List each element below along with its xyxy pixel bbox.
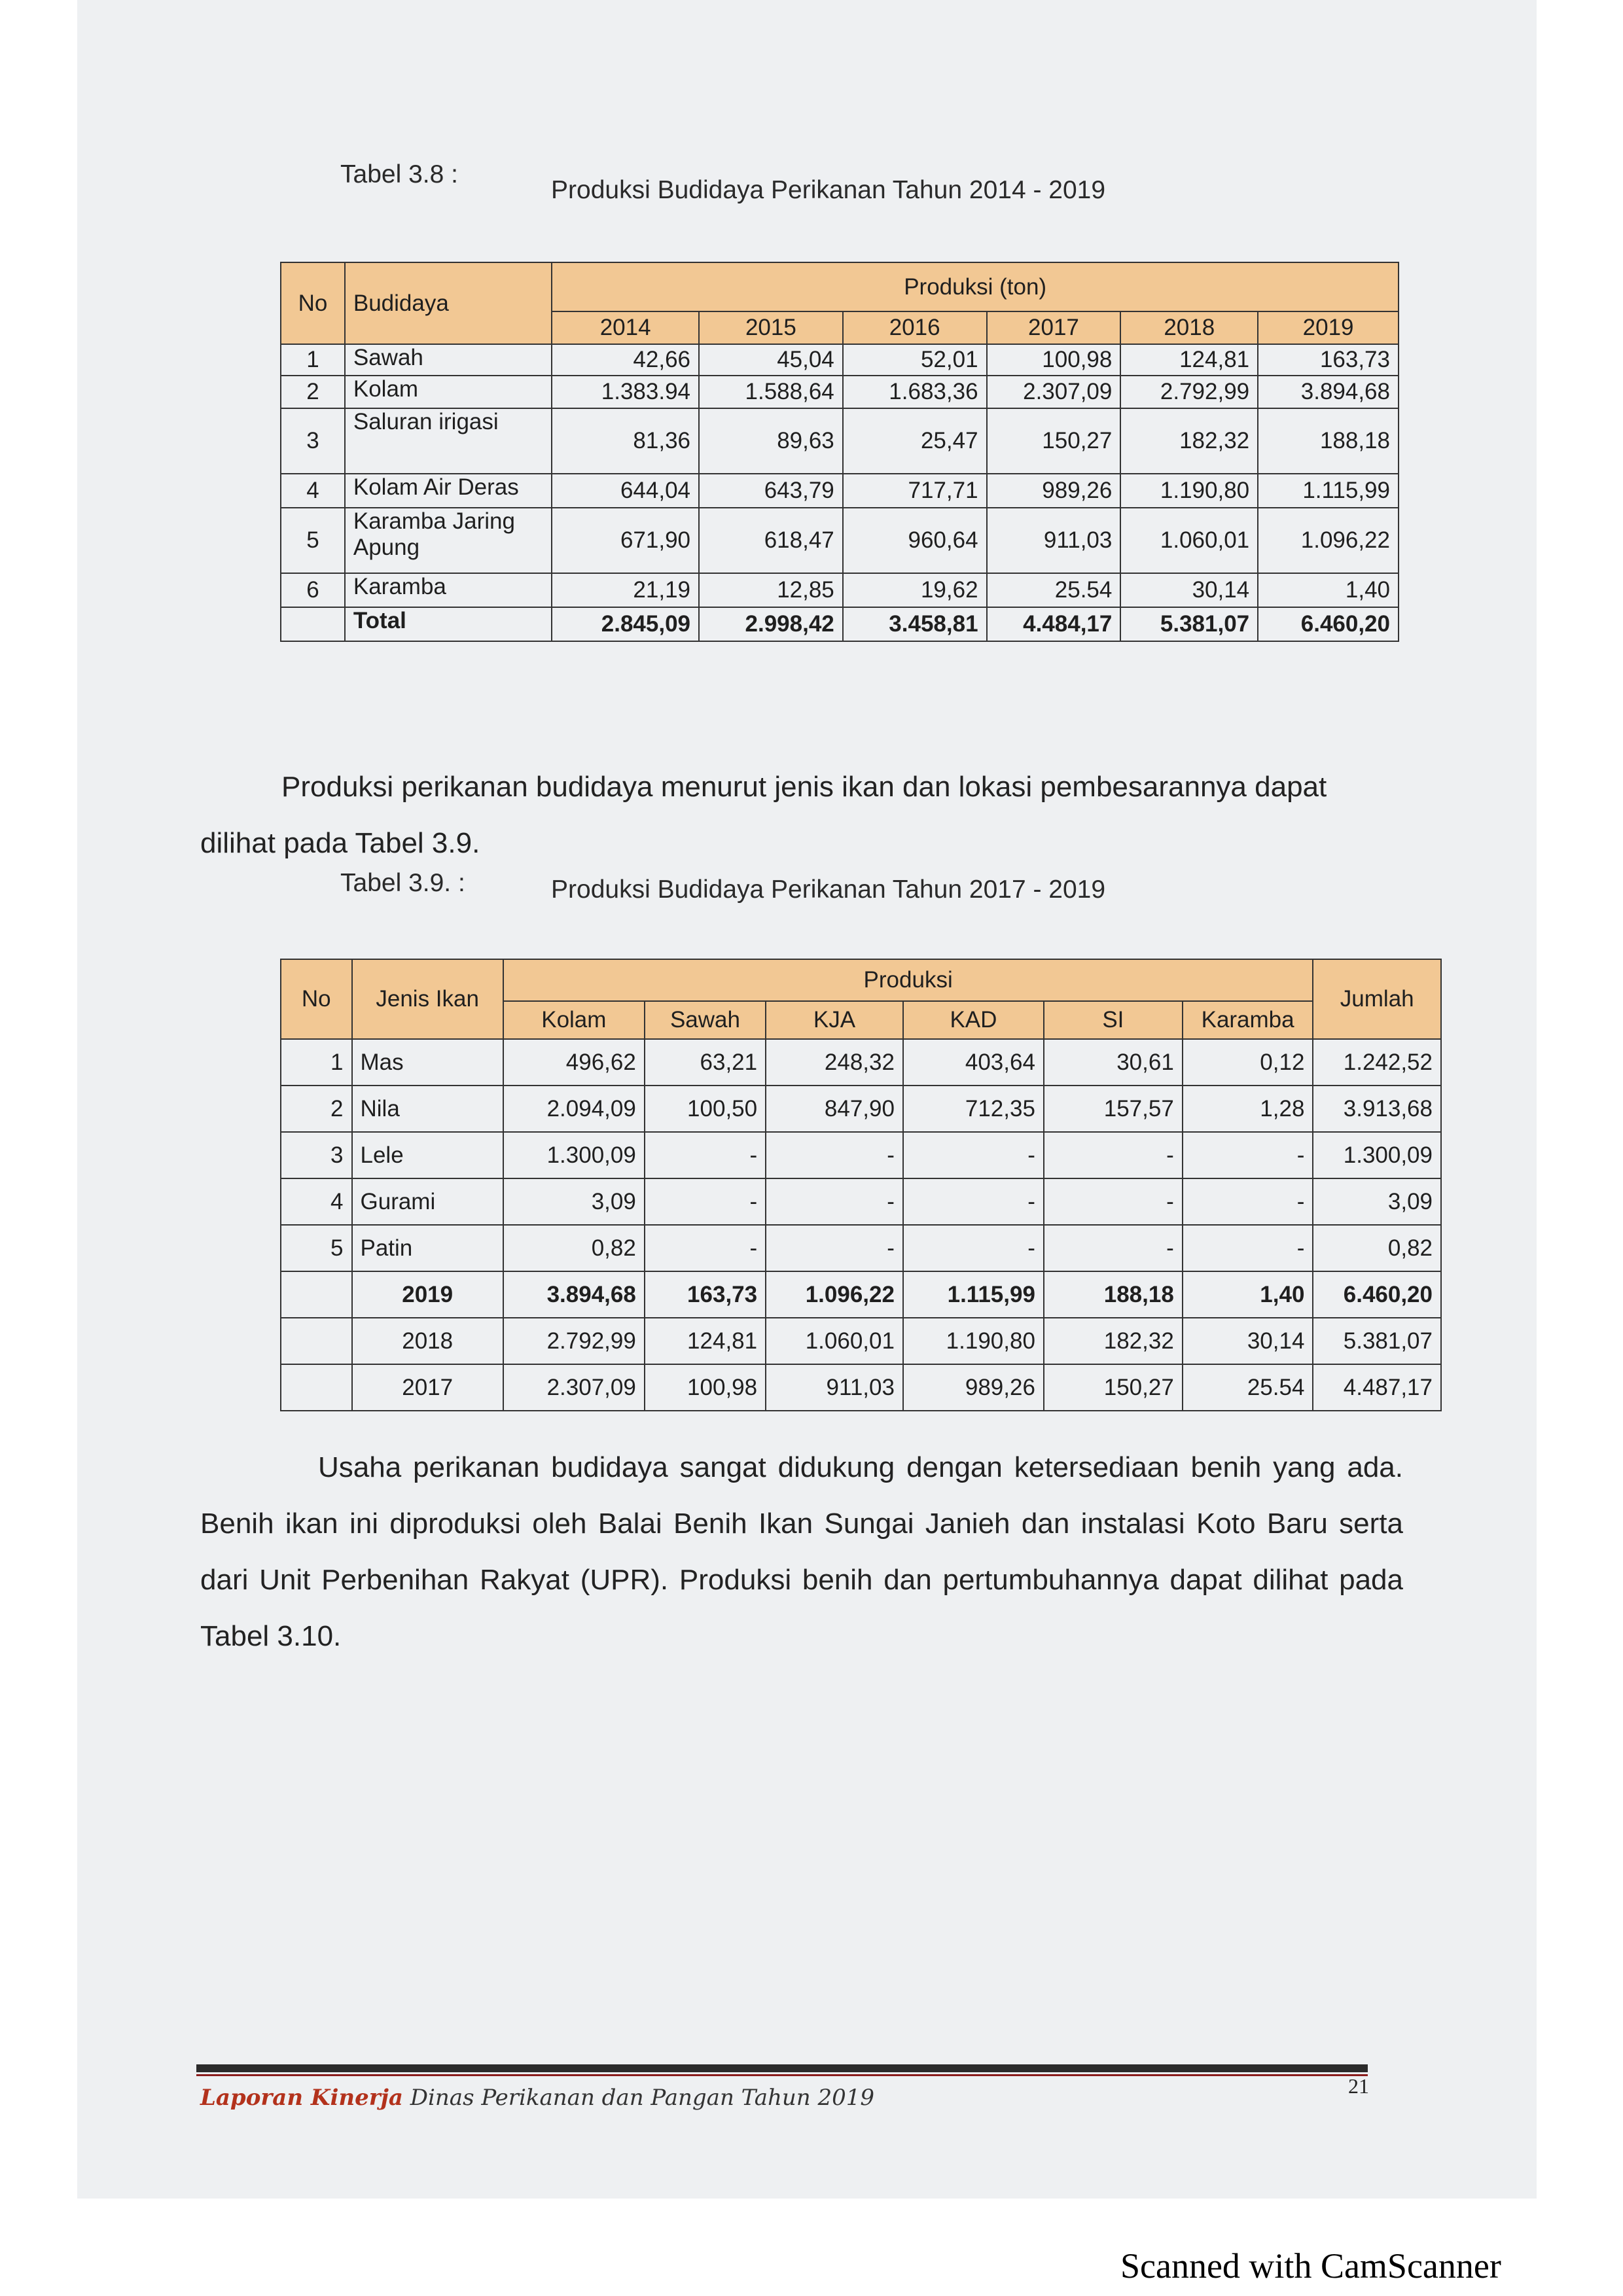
cell-value: 911,03 bbox=[766, 1364, 903, 1411]
col-location: SI bbox=[1044, 1001, 1183, 1039]
cell-total: 3,09 bbox=[1313, 1178, 1441, 1225]
cell-value: - bbox=[766, 1178, 903, 1225]
cell-total: 5.381,07 bbox=[1313, 1318, 1441, 1364]
col-year: 2014 bbox=[552, 311, 699, 344]
row-number bbox=[281, 1318, 352, 1364]
col-location: KAD bbox=[903, 1001, 1044, 1039]
cell-value: - bbox=[903, 1132, 1044, 1178]
row-number: 3 bbox=[281, 408, 345, 474]
cell-value: 42,66 bbox=[552, 344, 699, 376]
cell-value: - bbox=[1044, 1132, 1183, 1178]
footer-subtitle: Dinas Perikanan dan Pangan Tahun 2019 bbox=[402, 2085, 874, 2111]
table-row bbox=[281, 474, 1399, 508]
cell-value: 1.060,01 bbox=[766, 1318, 903, 1364]
cell-value: 3.894,68 bbox=[1258, 376, 1399, 408]
cell-value: 2.998,42 bbox=[699, 607, 843, 641]
cell-value: 124,81 bbox=[1120, 344, 1258, 376]
table-row bbox=[281, 1225, 1441, 1271]
cell-value: 5.381,07 bbox=[1120, 607, 1258, 641]
cell-value: 157,57 bbox=[1044, 1086, 1183, 1132]
row-label: Sawah bbox=[345, 344, 552, 376]
row-year: 2019 bbox=[352, 1271, 503, 1318]
col-year: 2019 bbox=[1258, 311, 1399, 344]
row-number: 5 bbox=[281, 508, 345, 573]
row-number: 1 bbox=[281, 344, 345, 376]
cell-total: 0,82 bbox=[1313, 1225, 1441, 1271]
cell-value: 643,79 bbox=[699, 474, 843, 508]
col-location: Karamba bbox=[1183, 1001, 1313, 1039]
row-number: 4 bbox=[281, 474, 345, 508]
row-number: 2 bbox=[281, 376, 345, 408]
cell-total: 4.487,17 bbox=[1313, 1364, 1441, 1411]
cell-value: 163,73 bbox=[1258, 344, 1399, 376]
table-row bbox=[281, 1039, 1441, 1086]
row-label: Kolam bbox=[345, 376, 552, 408]
footer-rule-accent bbox=[196, 2074, 1368, 2076]
table-row bbox=[281, 573, 1399, 607]
cell-value: 644,04 bbox=[552, 474, 699, 508]
year-row bbox=[281, 1318, 1441, 1364]
row-label: Karamba bbox=[345, 573, 552, 607]
col-produksi: Produksi bbox=[503, 959, 1313, 1001]
cell-value: 1.683,36 bbox=[843, 376, 987, 408]
cell-value: 2.792,99 bbox=[1120, 376, 1258, 408]
footer-brand: Laporan Kinerja bbox=[200, 2085, 403, 2111]
cell-value: 712,35 bbox=[903, 1086, 1044, 1132]
table-3-9 bbox=[280, 959, 1442, 1411]
cell-value: 1.115,99 bbox=[903, 1271, 1044, 1318]
cell-total: 3.913,68 bbox=[1313, 1086, 1441, 1132]
paragraph-1 bbox=[200, 759, 1403, 872]
row-year: 2017 bbox=[352, 1364, 503, 1411]
col-no: No bbox=[281, 262, 345, 344]
cell-value: 960,64 bbox=[843, 508, 987, 573]
cell-value: 989,26 bbox=[987, 474, 1121, 508]
cell-value: 100,98 bbox=[987, 344, 1121, 376]
row-label: Gurami bbox=[352, 1178, 503, 1225]
cell-total: 1.242,52 bbox=[1313, 1039, 1441, 1086]
row-label: Kolam Air Deras bbox=[345, 474, 552, 508]
year-row bbox=[281, 1271, 1441, 1318]
table-label: Tabel 3.8 : bbox=[340, 160, 458, 188]
row-number: 6 bbox=[281, 573, 345, 607]
cell-value: 1,28 bbox=[1183, 1086, 1313, 1132]
cell-value: - bbox=[766, 1132, 903, 1178]
cell-value: 150,27 bbox=[987, 408, 1121, 474]
row-number: 1 bbox=[281, 1039, 352, 1086]
cell-value: 30,14 bbox=[1183, 1318, 1313, 1364]
cell-value: 81,36 bbox=[552, 408, 699, 474]
row-number: 2 bbox=[281, 1086, 352, 1132]
cell-value: - bbox=[903, 1225, 1044, 1271]
cell-value: 21,19 bbox=[552, 573, 699, 607]
cell-value: 100,50 bbox=[645, 1086, 766, 1132]
cell-value: 2.845,09 bbox=[552, 607, 699, 641]
col-jenis-ikan: Jenis Ikan bbox=[352, 959, 503, 1039]
cell-value: 1,40 bbox=[1183, 1271, 1313, 1318]
cell-value: 89,63 bbox=[699, 408, 843, 474]
cell-value: 150,27 bbox=[1044, 1364, 1183, 1411]
cell-value: 3.894,68 bbox=[503, 1271, 645, 1318]
paragraph-text: Produksi perikanan budidaya menurut jenis ikan dan lokasi pembesarannya dapat dilihat pada Tabel 3.9. bbox=[200, 771, 1327, 859]
table-label: Tabel 3.9. : bbox=[340, 869, 465, 897]
cell-value: 2.307,09 bbox=[503, 1364, 645, 1411]
table-3-8 bbox=[280, 262, 1399, 642]
cell-value: 671,90 bbox=[552, 508, 699, 573]
paragraph-2 bbox=[200, 1439, 1403, 1665]
cell-value: 4.484,17 bbox=[987, 607, 1121, 641]
row-number: 5 bbox=[281, 1225, 352, 1271]
cell-value: 0,12 bbox=[1183, 1039, 1313, 1086]
cell-value: 6.460,20 bbox=[1258, 607, 1399, 641]
col-jumlah: Jumlah bbox=[1313, 959, 1441, 1039]
col-location: Sawah bbox=[645, 1001, 766, 1039]
row-number: 4 bbox=[281, 1178, 352, 1225]
cell-value: 25.54 bbox=[987, 573, 1121, 607]
row-label: Total bbox=[345, 607, 552, 641]
cell-value: 3,09 bbox=[503, 1178, 645, 1225]
cell-value: 1.096,22 bbox=[766, 1271, 903, 1318]
row-number bbox=[281, 1364, 352, 1411]
table-row bbox=[281, 1132, 1441, 1178]
cell-value: - bbox=[903, 1178, 1044, 1225]
cell-value: 188,18 bbox=[1258, 408, 1399, 474]
cell-value: 403,64 bbox=[903, 1039, 1044, 1086]
col-no: No bbox=[281, 959, 352, 1039]
row-label: Saluran irigasi bbox=[345, 408, 552, 474]
col-year: 2015 bbox=[699, 311, 843, 344]
cell-value: 182,32 bbox=[1044, 1318, 1183, 1364]
cell-value: 30,61 bbox=[1044, 1039, 1183, 1086]
col-year: 2017 bbox=[987, 311, 1121, 344]
row-year: 2018 bbox=[352, 1318, 503, 1364]
cell-value: - bbox=[1183, 1132, 1313, 1178]
table-row bbox=[281, 1086, 1441, 1132]
cell-value: - bbox=[1183, 1225, 1313, 1271]
page-number: 21 bbox=[1348, 2074, 1369, 2098]
total-row bbox=[281, 607, 1399, 641]
table-title: Produksi Budidaya Perikanan Tahun 2014 - 2019 bbox=[551, 176, 1106, 204]
col-budidaya: Budidaya bbox=[345, 262, 552, 344]
cell-total: 1.300,09 bbox=[1313, 1132, 1441, 1178]
cell-value: 1.300,09 bbox=[503, 1132, 645, 1178]
cell-value: 989,26 bbox=[903, 1364, 1044, 1411]
cell-value: 1.190,80 bbox=[1120, 474, 1258, 508]
cell-value: 2.307,09 bbox=[987, 376, 1121, 408]
cell-value: 30,14 bbox=[1120, 573, 1258, 607]
col-location: KJA bbox=[766, 1001, 903, 1039]
cell-value: 2.094,09 bbox=[503, 1086, 645, 1132]
row-label: Nila bbox=[352, 1086, 503, 1132]
cell-value: 3.458,81 bbox=[843, 607, 987, 641]
cell-value: 248,32 bbox=[766, 1039, 903, 1086]
col-year: 2016 bbox=[843, 311, 987, 344]
table-row bbox=[281, 408, 1399, 474]
cell-value: 1.383.94 bbox=[552, 376, 699, 408]
cell-value: 19,62 bbox=[843, 573, 987, 607]
cell-value: 163,73 bbox=[645, 1271, 766, 1318]
cell-value: 1.588,64 bbox=[699, 376, 843, 408]
cell-value: 717,71 bbox=[843, 474, 987, 508]
paragraph-text: Usaha perikanan budidaya sangat didukung dengan ketersediaan benih yang ada. Benih ikan ini diproduksi oleh Balai Benih Ikan Sungai Janieh dan instalasi Koto Baru serta dari Unit Perbenihan Rakyat (UPR). Produksi benih dan pertumbuhannya dapat dilihat pada Tabel 3.10. bbox=[200, 1451, 1403, 1652]
scanner-watermark: Scanned with CamScanner bbox=[1120, 2246, 1501, 2286]
year-row bbox=[281, 1364, 1441, 1411]
cell-value: 52,01 bbox=[843, 344, 987, 376]
footer-rule bbox=[196, 2064, 1368, 2072]
cell-value: 2.792,99 bbox=[503, 1318, 645, 1364]
cell-value: 124,81 bbox=[645, 1318, 766, 1364]
table-row bbox=[281, 508, 1399, 573]
cell-value: 188,18 bbox=[1044, 1271, 1183, 1318]
col-location: Kolam bbox=[503, 1001, 645, 1039]
cell-value: 496,62 bbox=[503, 1039, 645, 1086]
row-label: Patin bbox=[352, 1225, 503, 1271]
row-label: Karamba Jaring Apung bbox=[345, 508, 552, 573]
cell-value: 100,98 bbox=[645, 1364, 766, 1411]
cell-value: 1.190,80 bbox=[903, 1318, 1044, 1364]
cell-value: - bbox=[1044, 1225, 1183, 1271]
cell-value: - bbox=[1044, 1178, 1183, 1225]
col-produksi: Produksi (ton) bbox=[552, 262, 1399, 311]
cell-value: - bbox=[645, 1132, 766, 1178]
cell-value: 25.54 bbox=[1183, 1364, 1313, 1411]
cell-value: - bbox=[766, 1225, 903, 1271]
cell-value: 63,21 bbox=[645, 1039, 766, 1086]
cell-value: 25,47 bbox=[843, 408, 987, 474]
cell-value: 847,90 bbox=[766, 1086, 903, 1132]
col-year: 2018 bbox=[1120, 311, 1258, 344]
row-number: 3 bbox=[281, 1132, 352, 1178]
cell-value: - bbox=[645, 1178, 766, 1225]
cell-value: 618,47 bbox=[699, 508, 843, 573]
cell-value: 911,03 bbox=[987, 508, 1121, 573]
table-row bbox=[281, 344, 1399, 376]
cell-value: 1.096,22 bbox=[1258, 508, 1399, 573]
cell-value: 0,82 bbox=[503, 1225, 645, 1271]
cell-value: 1.115,99 bbox=[1258, 474, 1399, 508]
cell-value: - bbox=[645, 1225, 766, 1271]
cell-total: 6.460,20 bbox=[1313, 1271, 1441, 1318]
cell-value: 45,04 bbox=[699, 344, 843, 376]
row-label: Mas bbox=[352, 1039, 503, 1086]
table-title: Produksi Budidaya Perikanan Tahun 2017 - 2019 bbox=[551, 875, 1106, 904]
row-number bbox=[281, 1271, 352, 1318]
row-label: Lele bbox=[352, 1132, 503, 1178]
footer-text bbox=[200, 2085, 874, 2111]
table-row bbox=[281, 376, 1399, 408]
cell-value: 1,40 bbox=[1258, 573, 1399, 607]
row-number bbox=[281, 607, 345, 641]
cell-value: - bbox=[1183, 1178, 1313, 1225]
cell-value: 1.060,01 bbox=[1120, 508, 1258, 573]
cell-value: 12,85 bbox=[699, 573, 843, 607]
table-row bbox=[281, 1178, 1441, 1225]
cell-value: 182,32 bbox=[1120, 408, 1258, 474]
